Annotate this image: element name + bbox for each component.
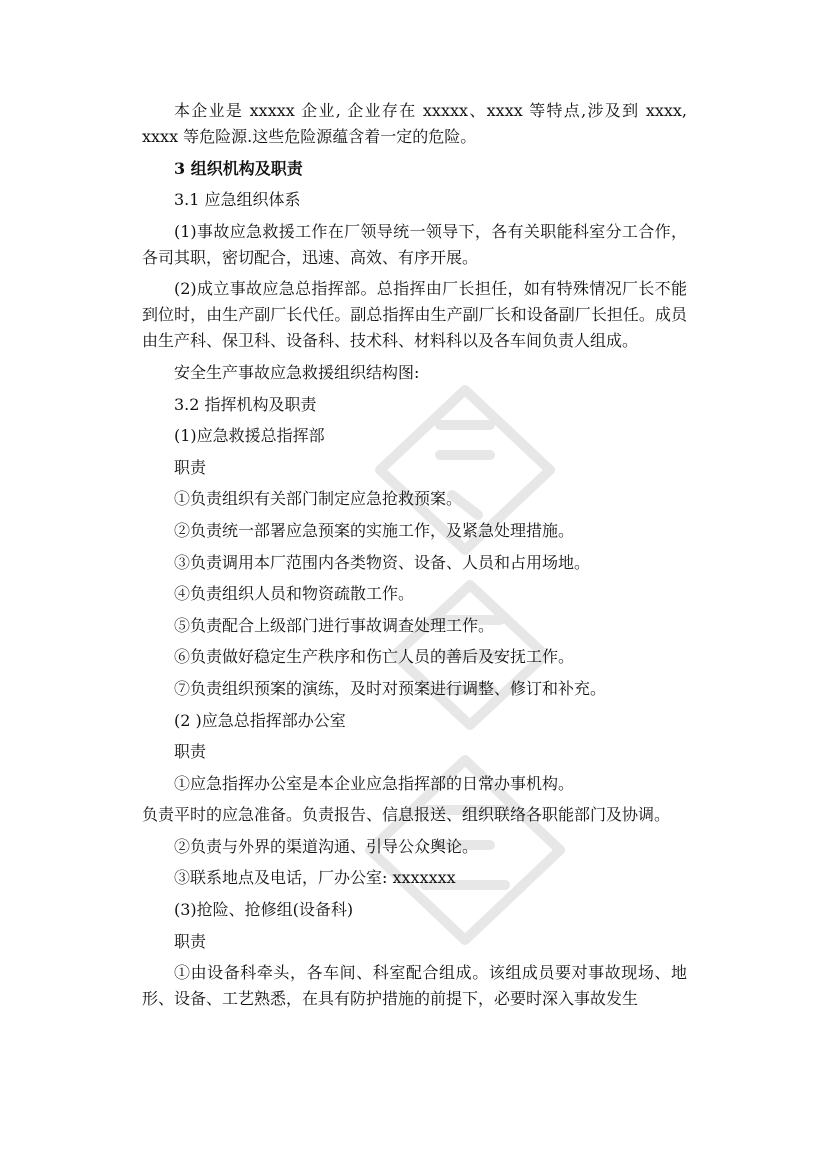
paragraph-office-duty-2: ②负责与外界的渠道沟通、引导公众舆论。 <box>174 836 479 856</box>
paragraph-intro: 本企业是 xxxxx 企业, 企业存在 xxxxx、xxxx 等特点,涉及到 xxxx, xxxx 等危险源.这些危险源蕴含着一定的危险。 <box>142 101 687 146</box>
paragraph-duties-label-2: 职责 <box>174 742 207 762</box>
paragraph-duties-label-1: 职责 <box>174 457 207 477</box>
paragraph-duty-7: ⑦负责组织预案的演练，及时对预案进行调整、修订和补充。 <box>174 678 607 698</box>
paragraph-headquarters-title: (1)应急救援总指挥部 <box>174 426 325 446</box>
paragraph-duty-3: ③负责调用本厂范围内各类物资、设备、人员和占用场地。 <box>174 552 591 572</box>
subsection-heading-3-2: 3.2 指挥机构及职责 <box>174 394 317 414</box>
paragraph-duty-2: ②负责统一部署应急预案的实施工作，及紧急处理措施。 <box>174 520 575 540</box>
paragraph-office-duty-1: ①应急指挥办公室是本企业应急指挥部的日常办事机构。 <box>174 773 575 793</box>
paragraph-duty-4: ④负责组织人员和物资疏散工作。 <box>174 584 415 604</box>
paragraph-structure-chart-label: 安全生产事故应急救援组织结构图: <box>174 362 420 382</box>
subsection-heading-3-1: 3.1 应急组织体系 <box>174 190 301 210</box>
paragraph-duty-6: ⑥负责做好稳定生产秩序和伤亡人员的善后及安抚工作。 <box>174 647 575 667</box>
paragraph-duty-1: ①负责组织有关部门制定应急抢救预案。 <box>174 489 463 509</box>
paragraph-duties-label-3: 职责 <box>174 931 207 951</box>
paragraph-duty-5: ⑤负责配合上级部门进行事故调查处理工作。 <box>174 615 495 635</box>
paragraph-repair-group-title: (3)抢险、抢修组(设备科) <box>174 900 354 920</box>
paragraph-3-1-item-1: (1)事故应急救援工作在厂领导统一领导下，各有关职能科室分工合作，各司其职，密切配合，迅速、高效、有序开展。 <box>142 221 687 267</box>
paragraph-repair-duty-1: ①由设备科牵头，各车间、科室配合组成。该组成员要对事故现场、地形、设备、工艺熟悉，在具有防护措施的前提下，必要时深入事故发生 <box>142 963 687 1009</box>
paragraph-3-1-item-2: (2)成立事故应急总指挥部。总指挥由厂长担任，如有特殊情况厂长不能到位时，由生产副厂长代任。副总指挥由生产副厂长和设备副厂长担任。成员由生产科、保卫科、设备科、技术科、材料科以及各车间负责人组成。 <box>142 279 687 351</box>
paragraph-office-duty-3: ③联系地点及电话，厂办公室: xxxxxxx <box>174 868 456 888</box>
section-heading-3: 3 组织机构及职责 <box>174 158 303 178</box>
paragraph-office-duty-1-detail: 负责平时的应急准备。负责报告、信息报送、组织联络各职能部门及协调。 <box>142 805 671 825</box>
paragraph-office-title: (2 )应急总指挥部办公室 <box>174 710 346 730</box>
document-body <box>142 98 687 1018</box>
